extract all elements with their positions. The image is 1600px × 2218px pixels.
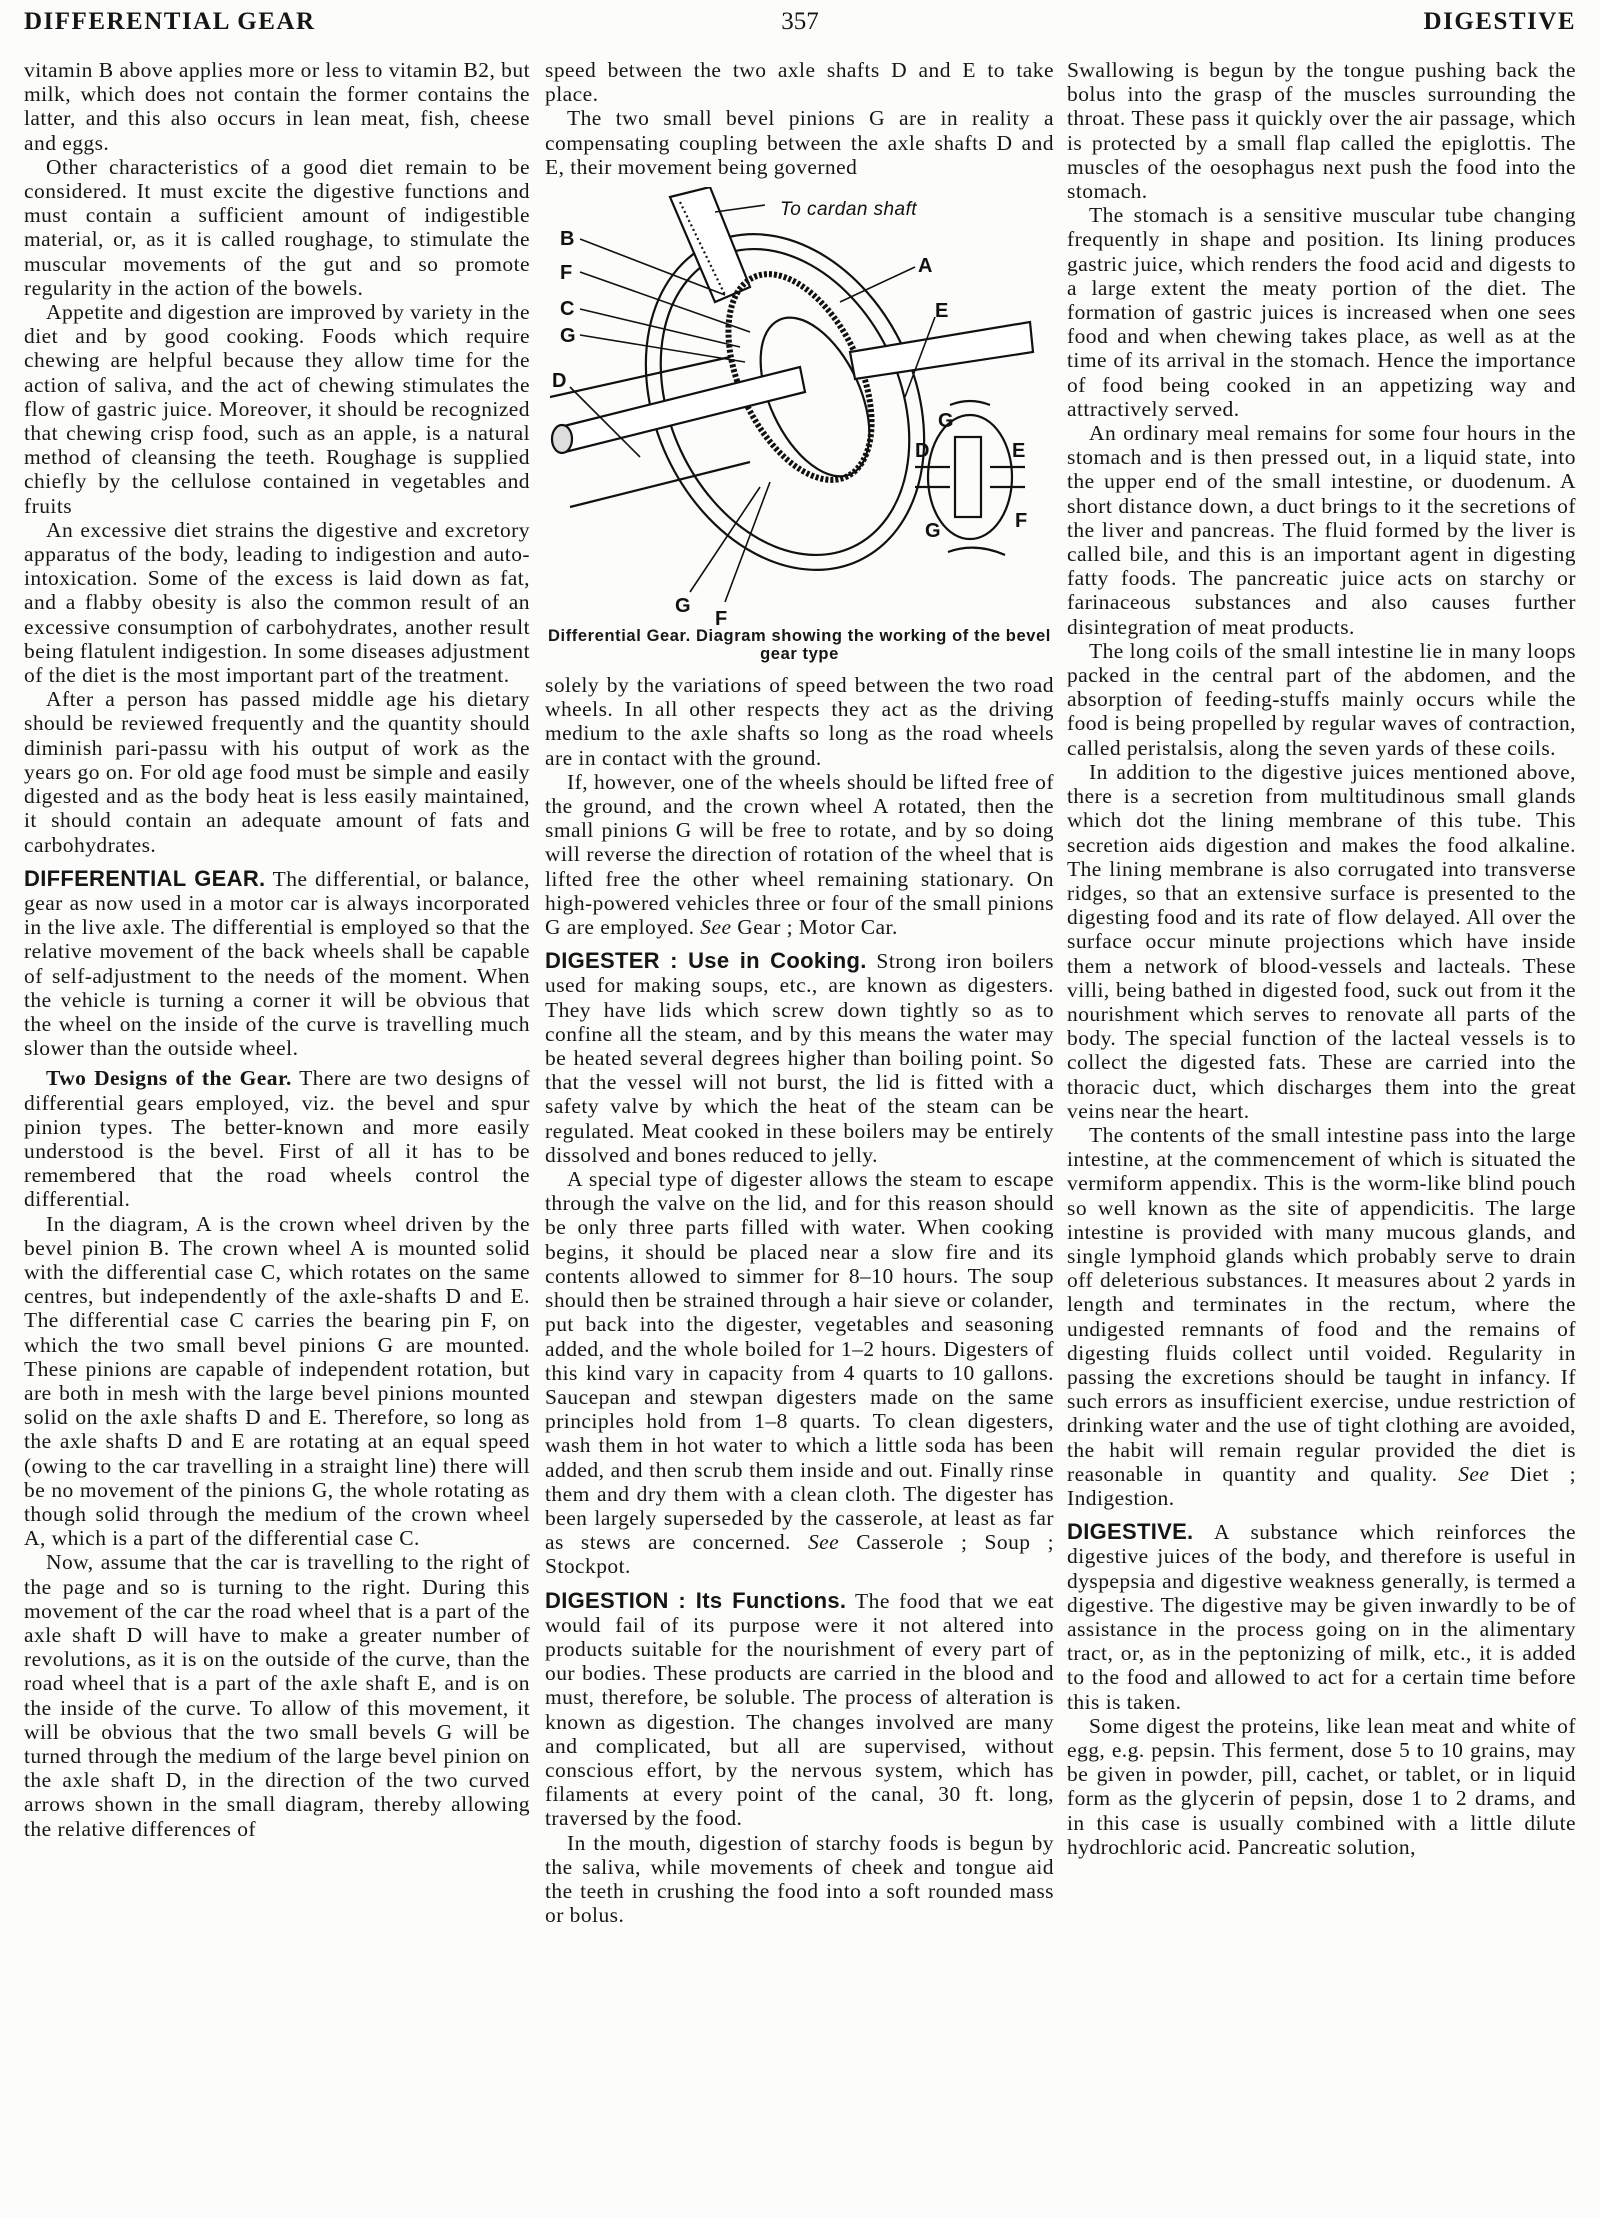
paragraph-text: speed between the two axle shafts D and E to take place. [545,58,1054,107]
label-e: E [1011,440,1026,463]
paragraph [24,58,530,155]
paragraph-text: The long coils of the small intestine lie in many loops packed in the central part of the abdomen, and the absorption of feeding-stuffs mainly occurs while the food is being propelled by regular waves of contraction, called peristalsis, along the seven yards of these coils. [1067,638,1576,760]
label-e: E [934,300,949,323]
label-b: B [559,228,575,251]
paragraph-text: Appetite and digestion are improved by variety in the diet and by good cooking. Foods which require chewing are helpful because they allow time for the action of saliva, and the act of chewing stimulates the flow of gastric juice. Moreover, it should be recognized that chewing crisp food, such as an apple, is a natural method of cleansing the teeth. Roughage is supplied chiefly by the cellulose contained in vegetables and fruits [24,300,530,518]
see-label: See [1458,1461,1490,1486]
cross-reference: Gear ; Motor Car. [737,915,898,940]
header-right-guide-word: DIGESTIVE [1423,8,1576,35]
paragraph-text: Other characteristics of a good diet remain to be considered. It must excite the digestive functions and must contain a sufficient amount of indigestible material, or, as it is called roughage, to stimulate the muscular movements of the gut and so promote regularity in the action of the bowels. [24,154,530,300]
column-3 [1067,58,1576,2208]
cross-reference: Casserole ; Soup ; Stockpot. [545,1530,1054,1579]
entry-headword: DIGESTER : Use in Cooking. [545,948,867,974]
paragraph [1067,639,1576,760]
page-number: 357 [781,8,819,35]
label-d: D [914,440,930,463]
label-f: F [714,608,728,628]
paragraph-text: In addition to the digestive juices mentioned above, there is a secretion from multitudinous small glands which dot the lining membrane of this tube. This secretion aids digestion and makes the food alkaline. The lining membrane is also corrugated into transverse ridges, so that an extensive surface is presented to the digesting food and its rate of flow delayed. All over the surface occur minute projections which have inside them a network of blood-vessels and lacteals. These villi, being bathed in digested food, suck out from it the nourishment which serves to renovate all parts of the body. The special function of the lacteal vessels is to collect the digested fats. These are carried into the thoracic duct, which discharges them into the great veins near the heart. [1067,759,1576,1123]
paragraph [545,1831,1054,1928]
see-label: See [700,915,732,940]
paragraph [1067,421,1576,639]
paragraph-text: There are two designs of differential gears employed, viz. the bevel and spur pinion types. The better-known and more easily understood is the bevel. First of all it has to be remembered that the road wheels control the differential. [24,1066,530,1212]
paragraph [545,58,1054,106]
label-f: F [559,262,573,285]
see-label: See [807,1530,840,1555]
paragraph [545,106,1054,179]
subheading: Two Designs of the Gear. [46,1066,292,1091]
differential-gear-diagram [550,187,1050,627]
paragraph [1067,1714,1576,1859]
paragraph [1067,203,1576,421]
label-d: D [551,370,567,393]
paragraph-text: In the mouth, digestion of starchy foods is begun by the saliva, while movements of cheek and tongue aid the teeth in crushing the food into a soft rounded mass or bolus. [545,1830,1054,1928]
paragraph-text: An ordinary meal remains for some four hours in the stomach and is then pressed out, in a liquid state, into the upper end of the small intestine, or duodenum. A short distance down, a duct brings to it the secretions of the liver and pancreas. The fluid formed by the liver is called bile, and this is an important agent in digesting fatty foods. The pancreatic juice acts on starchy or farinaceous substances and also causes further disintegration of meat products. [1067,421,1576,639]
paragraph-text: If, however, one of the wheels should be lifted free of the ground, and the crown wheel A rotated, then the small pinions G will be free to rotate, and by so doing will reverse the direction of rotation of the wheel that is lifted free the other wheel remaining stationary. On high-powered vehicles three or four of the small pinions G are employed. [545,769,1054,940]
paragraph-text: Now, assume that the car is travelling to the right of the page and so is turning to the right. During this movement of the car the road wheel that is a part of the axle shaft D will have to make a greater number of revolutions, as it is on the outside of the curve, than the road wheel that is a part of the axle shaft E, and is on the inside of the curve. To allow of this movement, it will be obvious that the two small bevels G will be turned through the medium of the large bevel pinion on the axle shaft D, in the direction of the two curved arrows shown in the small diagram, thereby allowing the relative differences of [24,1550,530,1841]
axle-shafts [550,322,1033,507]
paragraph-text: The stomach is a sensitive muscular tube changing frequently in shape and position. Its lining produces gastric juice, which renders the food acid and digests to a large extent the meaty portion of the diet. The formation of gastric juices is increased when one sees food and when chewing takes place, as well as at the time of its arrival in the stomach. Hence the importance of food being cooked in an appetizing way and attractively served. [1067,203,1576,421]
paragraph-text: The contents of the small intestine pass into the large intestine, at the commencement of which is situated the vermiform appendix. This is the worm-like blind pouch so well known as the site of appendicitis. The large intestine is provided with many mucous glands, and single lymphoid glands which probably serve to drain off deleterious substances. It measures about 2 yards in length and terminates in the rectum, where the undigested remnants of food and the remains of digesting fluids collect until voided. Regularity in passing the excretions should be taught in infancy. If such errors as insufficient exercise, undue restriction of drinking water and the use of tight clothing are avoided, the habit will remain regular provided the diet is reasonable in quantity and quality. [1067,1122,1576,1486]
entry-headword: DIGESTION : Its Functions. [545,1587,847,1613]
paragraph [24,687,530,856]
paragraph [24,1550,530,1840]
paragraph [1067,760,1576,1123]
paragraph [24,1066,530,1211]
cross-reference: Diet ; Indigestion. [1067,1461,1576,1510]
differential-gear-figure [545,187,1054,663]
paragraph-text: Some digest the proteins, like lean meat and white of egg, e.g. pepsin. This ferment, dose 5 to 10 grains, may be given in powder, pill, cachet, or tablet, or in liquid form as the glycerin of pepsin, dose 1 to 2 drams, and in this case is usually combined with a little dilute hydrochloric acid. Pancreatic solution, [1067,1713,1576,1859]
paragraph-text: The differential, or balance, gear as now used in a motor car is always incorporated in the live axle. The differential is employed so that the relative movement of the back wheels shall be capable of self-adjustment to the needs of the moment. When the vehicle is turning a corner it will be obvious that the wheel on the inside of the curve is travelling much slower than the outside wheel. [24,866,530,1061]
paragraph [545,770,1054,939]
paragraph [1067,58,1576,203]
label-to-cardan-shaft: To cardan shaft [779,199,917,221]
paragraph [24,518,530,687]
entry-headword: DIFFERENTIAL GEAR. [24,865,266,891]
paragraph-text: The food that we eat would fail of its purpose were it not altered into products suitable for the nourishment of every part of our bodies. These products are carried in the blood and must, therefore, be soluble. The process of alteration is known as digestion. The changes involved are many and complicated, but all are supervised, without conscious effort, by the nervous system, which has filaments at every point of the canal, 30 ft. long, traversed by the food. [545,1588,1054,1831]
label-g: G [559,325,576,348]
paragraph-text: Swallowing is begun by the tongue pushing back the bolus into the grasp of the muscles surrounding the throat. These pass it quickly over the air passage, which is protected by a small flap called the epiglottis. The muscles of the oesophagus next push the food into the stomach. [1067,58,1576,204]
paragraph-text: The two small bevel pinions G are in reality a compensating coupling between the axle shafts D and E, their movement being governed [545,106,1054,179]
label-g: G [937,410,954,433]
paragraph [545,1167,1054,1578]
entry-paragraph [545,949,1054,1167]
entry-paragraph [545,1589,1054,1831]
paragraph [24,1212,530,1551]
paragraph-text: A substance which reinforces the digestive juices of the body, and therefore is useful in dyspepsia and digestive weakness generally, is termed a digestive. The digestive may be given inwardly to be of assistance in the process going on in the alimentary tract, or, as in the peptonizing of milk, etc., it is added to the food and allowed to act for a certain time before this is taken. [1067,1520,1576,1714]
label-g: G [924,520,941,543]
paragraph-text: In the diagram, A is the crown wheel driven by the bevel pinion B. The crown wheel A is mounted solid with the differential case C, which rotates on the same centres, but independently of the axle-shafts D and E. The differential case C carries the bearing pin F, on which the two small bevel pinions G are mounted. These pinions are capable of independent rotation, but are both in mesh with the large bevel pinions mounted solid on the axle shafts D and E. Therefore, so long as the axle shafts D and E are rotating at an equal speed (owing to the car travelling in a straight line) there will be no movement of the pinions G, the whole rotating as though solid through the medium of the crown wheel A, which is a part of the differential case C. [24,1211,530,1551]
label-a: A [917,255,933,278]
column-2 [545,58,1054,2208]
paragraph [545,673,1054,770]
paragraph [1067,1123,1576,1510]
paragraph-text: An excessive diet strains the digestive and excretory apparatus of the body, leading to indigestion and auto-intoxication. Some of the excess is laid down as fat, and a flabby obesity is also the common result of an excessive consumption of carbohydrates, another result being flatulent indigestion. In some diseases adjustment of the diet is the most important part of the treatment. [24,517,530,688]
column-1 [24,58,530,2208]
running-header [24,8,1576,38]
entry-paragraph [1067,1520,1576,1714]
label-f: F [1014,510,1028,533]
gear-housing [593,187,977,616]
entry-paragraph [24,867,530,1061]
header-left-guide-word: DIFFERENTIAL GEAR [24,8,316,35]
paragraph [24,300,530,518]
paragraph-text: vitamin B above applies more or less to vitamin B2, but milk, which does not contain the former contains the latter, and this also occurs in lean meat, fish, cheese and eggs. [24,58,530,155]
label-g: G [674,595,691,618]
paragraph-text: After a person has passed middle age his dietary should be reviewed frequently and the quantity should diminish pari-passu with his output of work as the years go on. For old age food must be simple and easily digested and as the body heat is less easily maintained, it should contain an adequate amount of fats and carbohydrates. [24,687,530,857]
entry-headword: DIGESTIVE. [1067,1519,1194,1545]
paragraph-text: solely by the variations of speed between the two road wheels. In all other respects they act as the driving medium to the axle shafts so long as the road wheels are in contact with the ground. [545,673,1054,770]
paragraph-text: Strong iron boilers used for making soups, etc., are known as digesters. They have lids which screw down tightly so as to confine all the steam, and by this means the water may be heated several degrees higher than boiling point. So that the vessel will not burst, the lid is fitted with a safety valve by which the heat of the steam can be regulated. Meat cooked in these boilers may be entirely dissolved and bones reduced to jelly. [545,949,1054,1167]
label-c: C [559,298,575,321]
paragraph-text: A special type of digester allows the steam to escape through the valve on the lid, and for this reason should be only three parts filled with water. When cooking begins, it should be placed near a slow fire and its contents allowed to simmer for 8–10 hours. The soup should then be strained through a hair sieve or colander, put back into the digester, vegetables and seasoning added, and the whole boiled for 1–2 hours. Digesters of this kind vary in capacity from 4 quarts to 10 gallons. Saucepan and stewpan digesters made on the same principles hold from 1–8 quarts. To clean digesters, wash them in hot water to which a little soda has been added, and then scrub them inside and out. Finally rinse them and dry them with a clean cloth. The digester has been largely superseded by the casserole, at least as far as stews are concerned. [545,1167,1054,1555]
figure-caption: Differential Gear. Diagram showing the working of the bevel gear type [548,627,1051,664]
paragraph [24,155,530,300]
